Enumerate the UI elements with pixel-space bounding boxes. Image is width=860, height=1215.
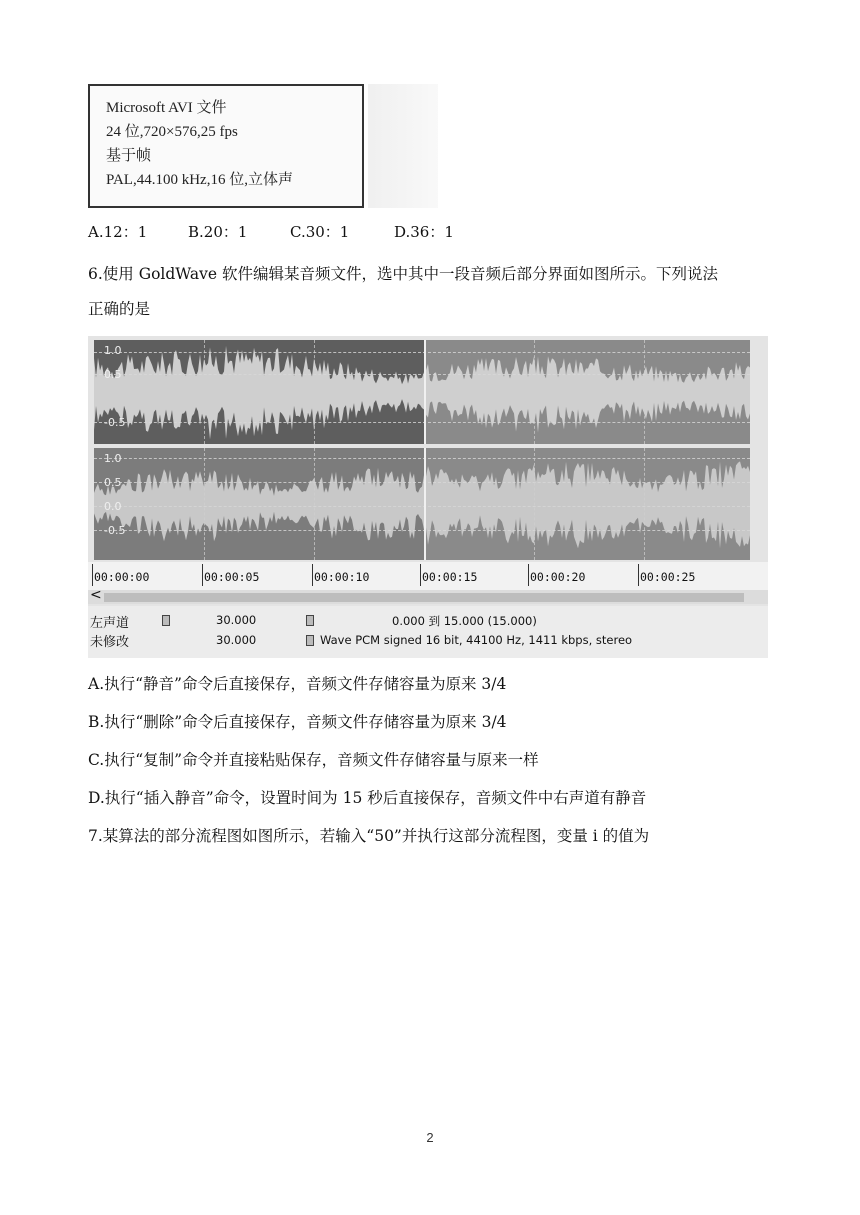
right-amp-label: -0.5 [104,524,126,537]
right-channel-waveform [94,448,750,560]
q5-option-a: A.12：1 [88,223,148,241]
left-amp-label: 0.5 [104,368,122,381]
q7-stem: 7.某算法的部分流程图如图所示，若输入“50”并执行这部分流程图，变量 i 的值为 [88,827,650,845]
status-selection: 0.000 到 15.000 (15.000) [392,614,537,628]
left-amp-label: -0.5 [104,416,126,429]
status-duration: 30.000 [216,613,257,627]
status-original-duration: 30.000 [216,633,257,647]
q6-option-a: A.执行“静音”命令后直接保存，音频文件存储容量为原来 3/4 [88,675,507,693]
status-channel: 左声道 [90,616,130,631]
status-modified: 未修改 [90,635,130,650]
horizontal-scrollbar[interactable] [88,587,768,604]
left-channel-waveform [94,340,750,444]
q5-option-b: B.20：1 [188,223,248,241]
q6-stem-line-2: 正确的是 [88,300,151,318]
status-bar [88,606,768,658]
q6-option-c: C.执行“复制”命令并直接粘贴保存，音频文件存储容量与原来一样 [88,751,539,769]
right-wave-svg [94,448,750,560]
right-amp-label: 0.0 [104,500,122,513]
status-separator-icon [162,615,170,626]
goldwave-screenshot [88,336,768,658]
avi-line-frame: 基于帧 [106,148,152,164]
avi-line-video: 24 位,720×576,25 fps [106,124,238,140]
time-tick-label: 00:00:15 [422,570,478,584]
scroll-thumb[interactable] [104,593,744,602]
status-format: Wave PCM signed 16 bit, 44100 Hz, 1411 kbps, stereo [320,633,633,647]
status-separator-icon [306,635,314,646]
q6-option-b: B.执行“删除”命令后直接保存，音频文件存储容量为原来 3/4 [88,713,507,731]
right-amp-label: 1.0 [104,452,122,465]
scan-bleed-through [368,84,438,208]
page-number: 2 [426,1130,434,1145]
avi-line-audio: PAL,44.100 kHz,16 位,立体声 [106,172,293,188]
avi-properties-box [88,84,364,208]
time-tick-label: 00:00:20 [530,570,586,584]
scroll-left-arrow-icon[interactable]: < [90,587,102,603]
q5-option-c: C.30：1 [290,223,350,241]
time-tick-label: 00:00:05 [204,570,260,584]
status-separator-icon [306,615,314,626]
q6-stem-line-1: 6.使用 GoldWave 软件编辑某音频文件，选中其中一段音频后部分界面如图所示。下列说法 [88,265,718,283]
time-ruler [88,562,768,590]
left-wave-svg [94,340,750,444]
time-tick-label: 00:00:10 [314,570,370,584]
right-amp-label: 0.5 [104,476,122,489]
time-tick-label: 00:00:00 [94,570,150,584]
q5-option-d: D.36：1 [394,223,454,241]
avi-line-format: Microsoft AVI 文件 [106,100,227,116]
q6-option-d: D.执行“插入静音”命令，设置时间为 15 秒后直接保存，音频文件中右声道有静音 [88,789,647,807]
left-amp-label: 1.0 [104,344,122,357]
time-tick-label: 00:00:25 [640,570,696,584]
